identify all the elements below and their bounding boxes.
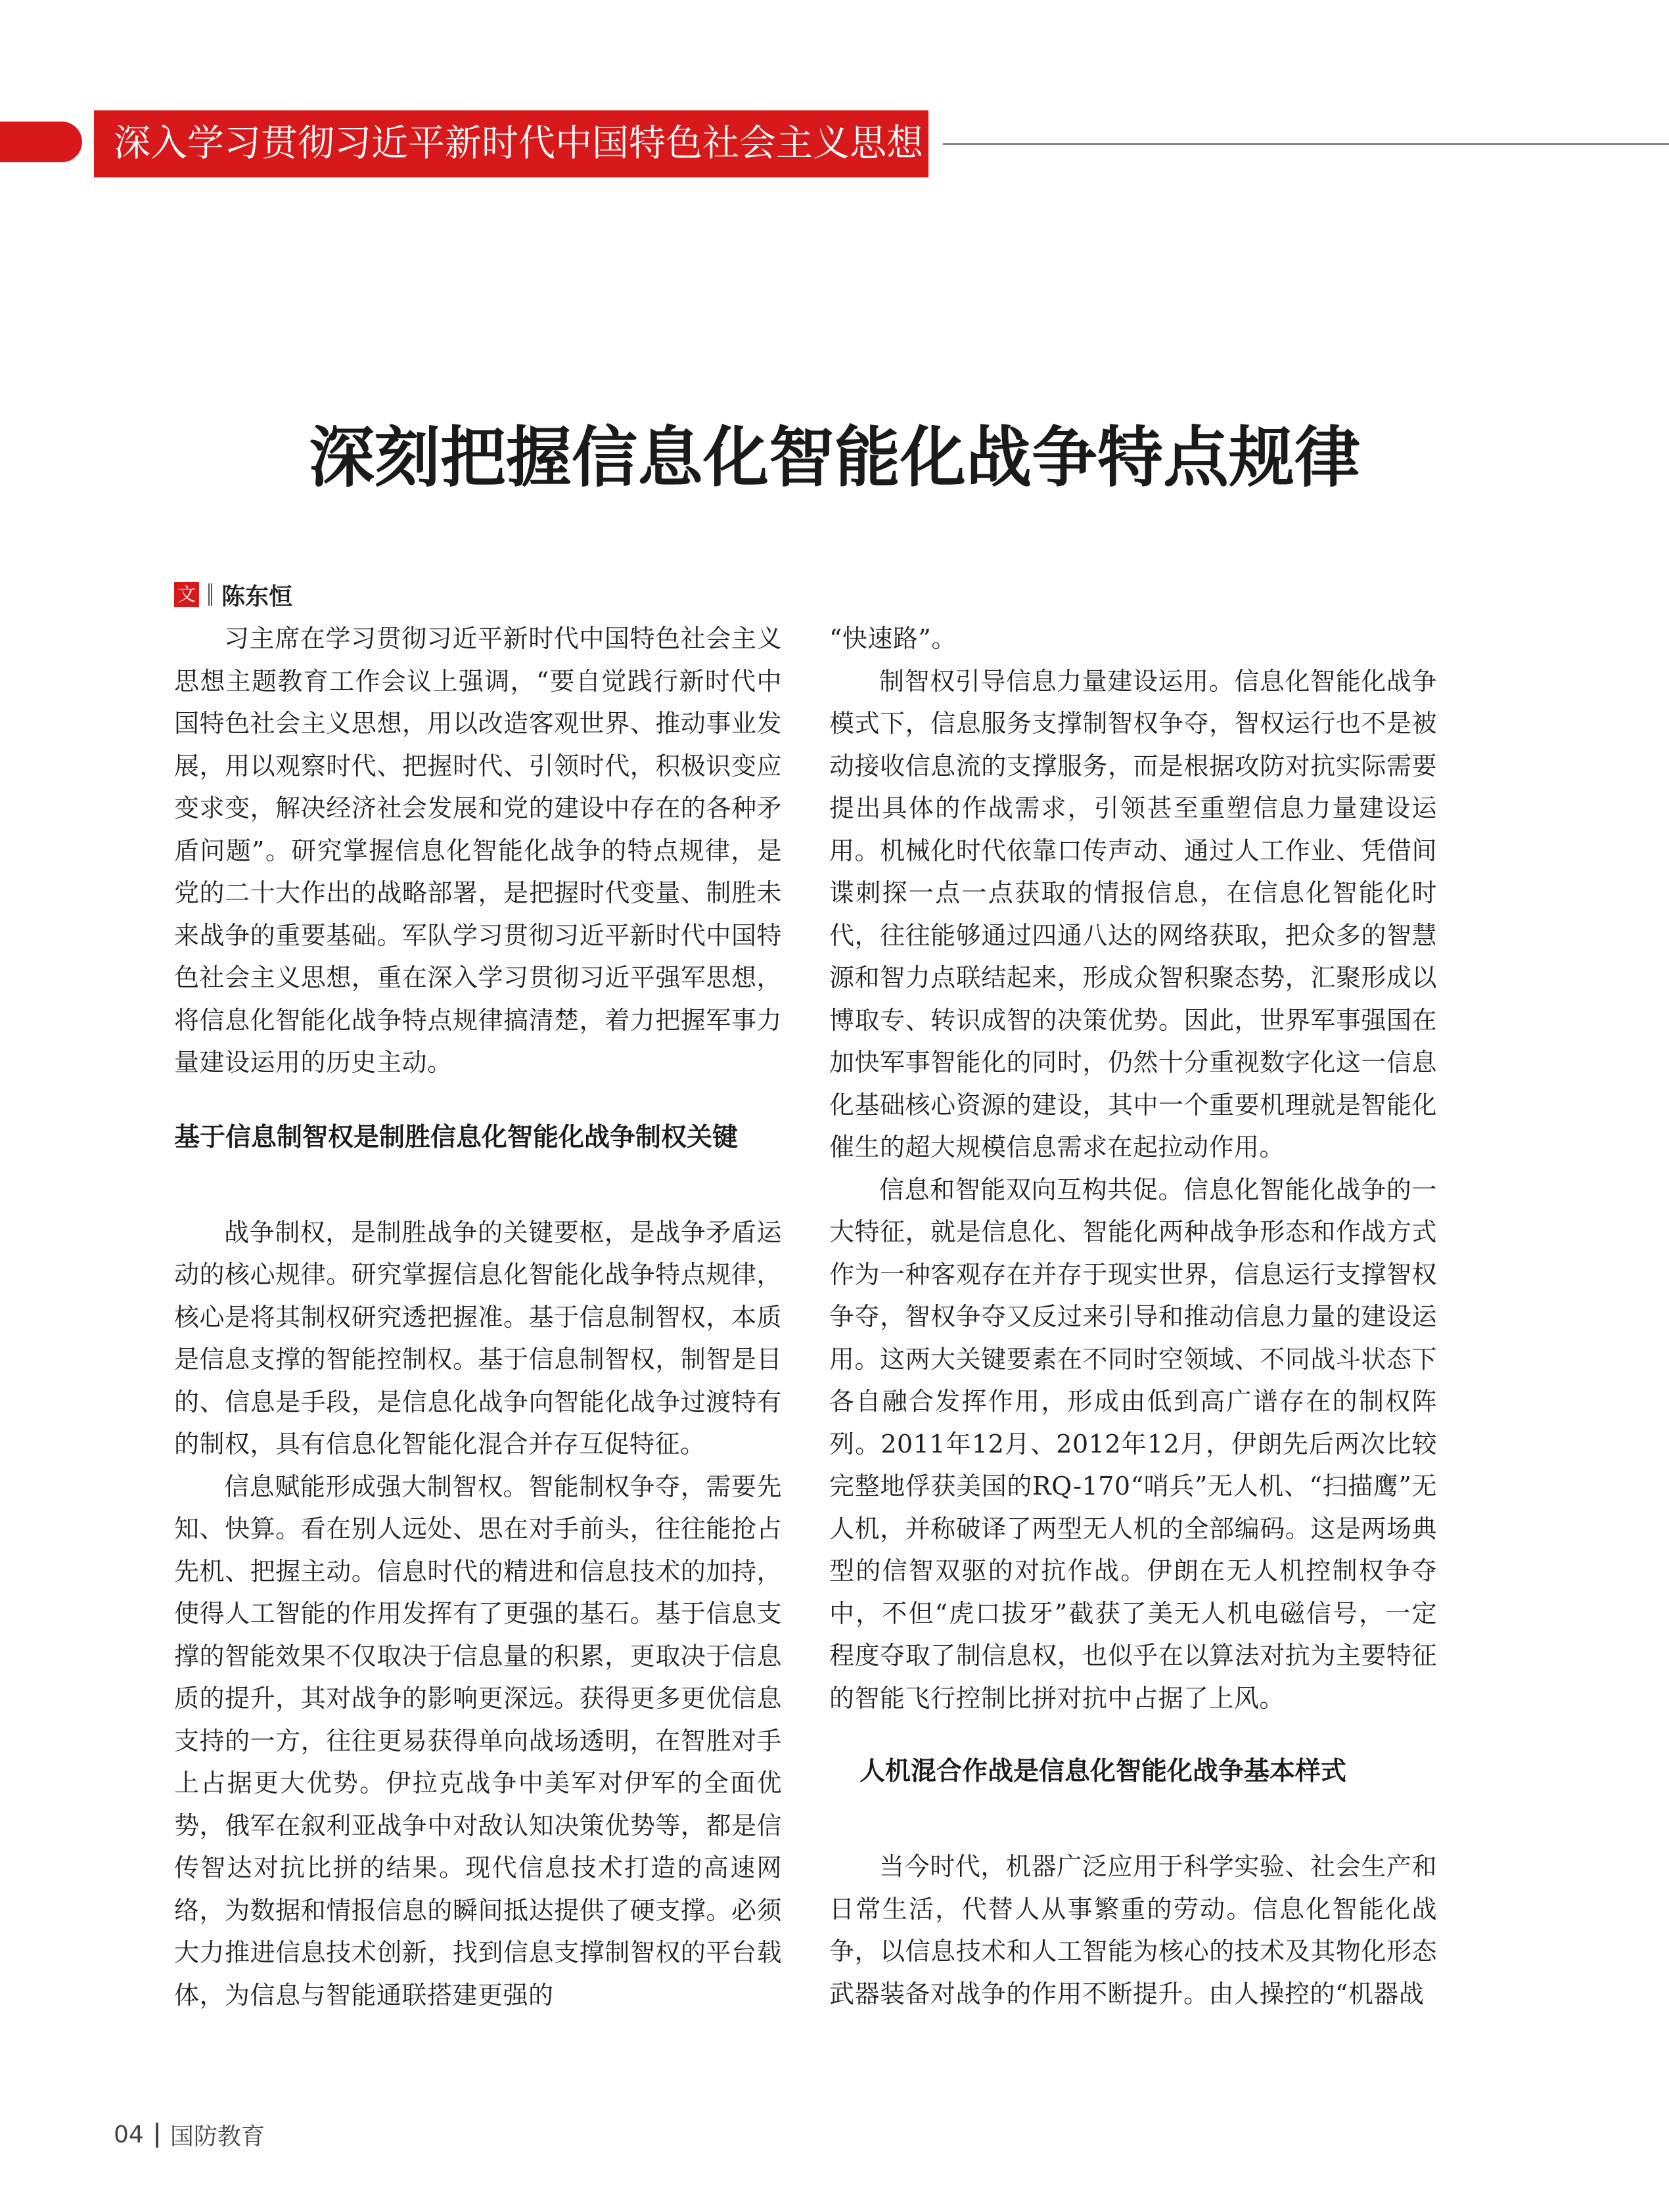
magazine-name: 国防教育	[170, 2123, 265, 2150]
intro-paragraph: 习主席在学习贯彻习近平新时代中国特色社会主义思想主题教育工作会议上强调，“要自觉践行新时代中国特色社会主义思想，用以改造客观世界、推动事业发展，用以观察时代、把握时代、引领时代，积极识变应变求变，解决经济社会发展和党的建设中存在的各种矛盾问题”。研究掌握信息化智能化战争的特点规律，是党的二十大作出的战略部署，是把握时代变量、制胜未来战争的重要基础。军队学习贯彻习近平新时代中国特色社会主义思想，重在深入学习贯彻习近平强军思想，将信息化智能化战争特点规律搞清楚，着力把握军事力量建设运用的历史主动。	[174, 624, 782, 1077]
section-label: 深入学习贯彻习近平新时代中国特色社会主义思想	[114, 122, 923, 165]
header-accent-pill	[0, 122, 82, 162]
paragraph: 战争制权，是制胜战争的关键要枢，是战争矛盾运动的核心规律。研究掌握信息化智能化战争特点规律，核心是将其制权研究透把握准。基于信息制智权，本质是信息支撑的智能控制权。基于信息制智权，制智是目的、信息是手段，是信息化战争向智能化战争过渡特有的制权，具有信息化智能化混合并存互促特征。	[174, 1217, 782, 1458]
footer-separator	[156, 2123, 158, 2148]
paragraph: 信息和智能双向互构共促。信息化智能化战争的一大特征，就是信息化、智能化两种战争形态和作战方式作为一种客观存在并存于现实世界，信息运行支撑智权争夺，智权争夺又反过来引导和推动信息力量的建设运用。这两大关键要素在不同时空领域、不同战斗状态下各自融合发挥作用，形成由低到高广谱存在的制权阵列。2011年12月、2012年12月，伊朗先后两次比较完整地俘获美国的RQ-170“哨兵”无人机、“扫描鹰”无人机，并称破译了两型无人机的全部编码。这是两场典型的信智双驱的对抗作战。伊朗在无人机控制权争夺中，不但“虎口拔牙”截获了美无人机电磁信号，一定程度夺取了制信息权，也似乎在以算法对抗为主要特征的智能飞行控制比拼对抗中占据了上风。	[829, 1175, 1437, 1713]
page-number: 04	[114, 2121, 144, 2148]
section-heading-1: 基于信息制智权是制胜信息化智能化战争制权关键	[174, 1122, 739, 1152]
page-footer	[114, 2118, 265, 2152]
wen-badge-icon: 文	[174, 582, 199, 607]
paragraph: 信息赋能形成强大制智权。智能制权争夺，需要先知、快算。看在别人远处、思在对手前头，往往能抢占先机、把握主动。信息时代的精进和信息技术的加持，使得人工智能的作用发挥有了更强的基石。基于信息支撑的智能效果不仅取决于信息量的积累，更取决于信息质的提升，其对战争的影响更深远。获得更多更优信息支持的一方，往往更易获得单向战场透明，在智胜对手上占据更大优势。伊拉克战争中美军对伊军的全面优势，俄军在叙利亚战争中对敌认知决策优势等，都是信传智达对抗比拼的结果。现代信息技术打造的高速网络，为数据和情报信息的瞬间抵达提供了硬支撑。必须大力推进信息技术创新，找到信息支撑制智权的平台载体，为信息与智能通联搭建更强的	[174, 1472, 782, 2010]
continued-text: “快速路”。	[829, 624, 957, 653]
paragraph: 当今时代，机器广泛应用于科学实验、社会生产和日常生活，代替人从事繁重的劳动。信息化智能化战争，以信息技术和人工智能为核心的技术及其物化形态武器装备对战争的作用不断提升。由人操控的“机器战	[829, 1852, 1437, 2008]
section-header-band	[94, 110, 928, 177]
right-column	[829, 618, 1437, 2015]
paragraph: 制智权引导信息力量建设运用。信息化智能化战争模式下，信息服务支撑制智权争夺，智权运行也不是被动接收信息流的支撑服务，而是根据攻防对抗实际需要提出具体的作战需求，引领甚至重塑信息力量建设运用。机械化时代依靠口传声动、通过人工作业、凭借间谍刺探一点一点获取的情报信息，在信息化智能化时代，往往能够通过四通八达的网络获取，把众多的智慧源和智力点联结起来，形成众智积聚态势，汇聚形成以博取专、转识成智的决策优势。因此，世界军事强国在加快军事智能化的同时，仍然十分重视数字化这一信息化基础核心资源的建设，其中一个重要机理就是智能化催生的超大规模信息需求在起拉动作用。	[829, 666, 1437, 1162]
left-column	[174, 618, 782, 2016]
author-name: 陈东恒	[221, 583, 293, 610]
header-divider	[943, 143, 1669, 145]
section-heading-2: 人机混合作战是信息化智能化战争基本样式	[859, 1757, 1347, 1786]
byline	[174, 581, 292, 608]
article-title: 深刻把握信息化智能化战争特点规律	[309, 419, 1360, 496]
byline-separator	[208, 583, 212, 606]
